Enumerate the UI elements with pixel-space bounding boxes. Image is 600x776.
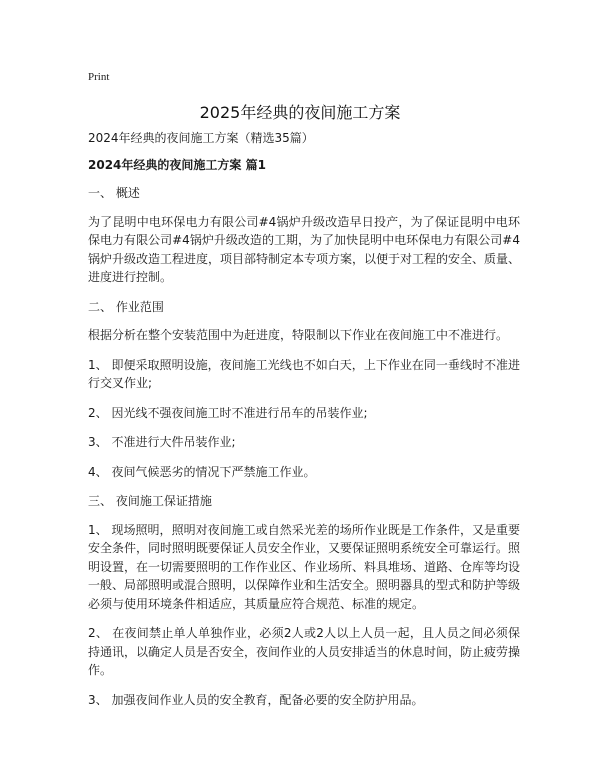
scope-intro-paragraph: 根据分析在整个安装范围中为赶进度，特限制以下作业在夜间施工中不准进行。: [88, 328, 509, 342]
overview-paragraph: 为了昆明中电环保电力有限公司#4锅炉升级改造早日投产，为了保证昆明中电环保电力有限公司#4锅炉升级改造的工期，为了加快昆明中电环保电力有限公司#4锅炉升级改造工程进度，项目部特制定本专项方案，以便于对工程的安全、质量、进度进行控制。: [88, 214, 521, 284]
scope-item: 3、 不准进行大件吊装作业;: [88, 435, 236, 449]
article-title: 2024年经典的夜间施工方案 篇1: [88, 157, 266, 172]
section-heading-scope: 二、 作业范围: [88, 299, 164, 314]
document-body: [88, 129, 520, 720]
document-title: 2025年经典的夜间施工方案: [199, 103, 401, 122]
section-heading-overview: 一、 概述: [88, 186, 140, 200]
scope-item: 2、 因光线不强夜间施工时不准进行吊车的吊装作业;: [88, 405, 368, 420]
print-label: Print: [88, 71, 110, 83]
measure-item: 1、 现场照明，照明对夜间施工或自然采光差的场所作业既是工作条件，又是重要安全条件，同时照明既要保证人员安全作业，又要保证照明系统安全可靠运行。照明设置，在一切需要照明的工作作业区、作业场所、料具堆场、道路、仓库等均设一般、局部照明或混合照明，以保障作业和生活安全。照明器具的型式和防护等级必须与使用环境条件相适应，其质量应符合规范、标准的规定。: [88, 522, 521, 611]
document-subtitle: 2024年经典的夜间施工方案（精选35篇）: [88, 131, 314, 145]
section-heading-measures: 三、 夜间施工保证措施: [88, 494, 212, 508]
measure-item: 3、 加强夜间作业人员的安全教育，配备必要的安全防护用品。: [88, 692, 424, 707]
scope-item: 4、 夜间气候恶劣的情况下严禁施工作业。: [88, 464, 316, 479]
measure-item: 2、 在夜间禁止单人单独作业，必须2人或2人以上人员一起，且人员之间必须保持通讯，以确定人员是否安全，夜间作业的人员安排适当的休息时间，防止疲劳操作。: [88, 626, 521, 677]
scope-item: 1、 即便采取照明设施，夜间施工光线也不如白天，上下作业在同一垂线时不准进行交叉作业;: [88, 357, 520, 390]
